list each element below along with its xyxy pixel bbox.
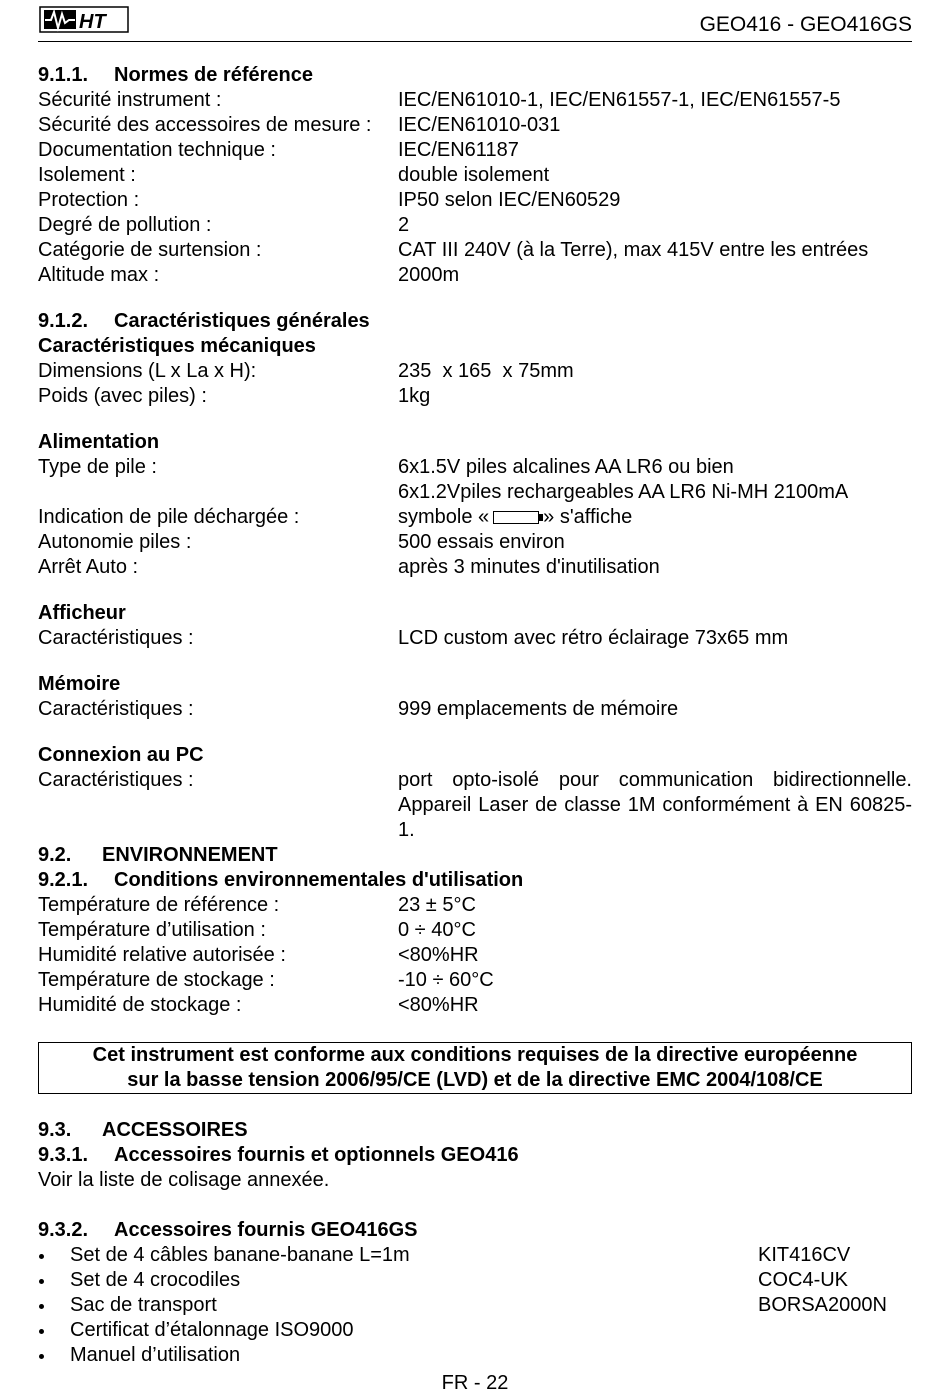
spec-value: LCD custom avec rétro éclairage 73x65 mm [398,627,789,649]
section-number: 9.3. [38,1119,72,1141]
spec-label: Caractéristiques : [38,769,194,791]
accessory-code [758,1343,912,1368]
ht-logo [39,6,129,33]
spec-value: IEC/EN61187 [398,139,519,161]
bullet-icon [38,1343,70,1368]
accessories-list [38,1243,912,1368]
spec-label: Humidité relative autorisée : [38,944,286,966]
section-title: Conditions environnementales d'utilisation [114,869,524,891]
subheading-pc-connection: Connexion au PC [38,744,204,766]
section-number: 9.1.2. [38,310,89,332]
accessory-name: Set de 4 câbles banane-banane L=1m [70,1244,410,1266]
document-id: GEO416 - GEO416GS [699,13,912,36]
subheading-power: Alimentation [38,431,160,453]
section-heading-9-3-2 [38,1218,912,1243]
spec-value [398,505,912,530]
spec-row [38,993,912,1018]
section-title: Accessoires fournis et optionnels GEO416 [114,1144,519,1166]
page-number: FR - 22 [441,1372,509,1394]
spec-label: Isolement : [38,164,136,186]
spec-row [38,213,912,238]
spec-row [38,238,912,263]
bullet-icon [38,1318,70,1343]
section-title: ENVIRONNEMENT [102,844,278,866]
spec-label: Documentation technique : [38,139,276,161]
spec-label: Sécurité instrument : [38,89,222,111]
spec-value: IP50 selon IEC/EN60529 [398,189,621,211]
low-battery-text-after: » s'affiche [543,506,633,528]
spec-value: 2 [398,214,410,236]
spec-row [38,918,912,943]
subheading-memory: Mémoire [38,673,121,695]
section-title: ACCESSOIRES [102,1119,248,1141]
spec-row [38,138,912,163]
section-title: Normes de référence [114,64,313,86]
spec-value: IEC/EN61010-031 [398,114,561,136]
spec-label: Indication de pile déchargée : [38,506,300,528]
section-heading-9-1-2 [38,309,912,334]
spec-row [38,697,912,722]
subheading-display: Afficheur [38,602,126,624]
spec-value: <80%HR [398,944,479,966]
accessory-code [758,1318,912,1343]
spec-value: 23 ± 5°C [398,894,476,916]
accessory-name: Set de 4 crocodiles [70,1269,241,1291]
spec-label: Autonomie piles : [38,531,192,553]
accessory-code: BORSA2000N [758,1294,887,1316]
spec-label: Protection : [38,189,140,211]
bullet-icon [38,1268,70,1293]
spec-value: CAT III 240V (à la Terre), max 415V entre les entrées [398,239,869,261]
section-number: 9.3.1. [38,1144,89,1166]
spec-value [398,455,912,505]
spec-row [38,505,912,530]
spec-label: Caractéristiques : [38,627,194,649]
accessory-code: COC4-UK [758,1269,849,1291]
spec-label: Degré de pollution : [38,214,212,236]
section-title: Accessoires fournis GEO416GS [114,1219,418,1241]
spec-row [38,359,912,384]
spec-value: 2000m [398,264,460,286]
spec-value: 999 emplacements de mémoire [398,698,679,720]
section-heading-9-3-1 [38,1143,912,1168]
spec-row [38,626,912,651]
spec-label: Caractéristiques : [38,698,194,720]
spec-row [38,893,912,918]
header-divider [38,41,912,42]
spec-value: après 3 minutes d'inutilisation [398,556,660,578]
section-heading-9-3 [38,1118,912,1143]
list-item [38,1318,912,1343]
spec-label: Arrêt Auto : [38,556,139,578]
section-number: 9.3.2. [38,1219,89,1241]
accessory-name: Manuel d’utilisation [70,1344,241,1366]
spec-row [38,968,912,993]
spec-label: Catégorie de surtension : [38,239,262,261]
notice-line: Cet instrument est conforme aux conditions requises de la directive européenne [92,1044,858,1066]
section-title: Caractéristiques générales [114,310,370,332]
paragraph: Voir la liste de colisage annexée. [38,1169,330,1191]
spec-value: 235 x 165 x 75mm [398,360,574,382]
spec-row [38,188,912,213]
spec-row [38,530,912,555]
spec-value: 1kg [398,385,431,407]
spec-row [38,555,912,580]
spec-row [38,768,912,843]
battery-type-line: 6x1.5V piles alcalines AA LR6 ou bien [398,456,734,478]
standards-list [38,88,912,288]
spec-value: -10 ÷ 60°C [398,969,494,991]
spec-row [38,88,912,113]
spec-label: Humidité de stockage : [38,994,242,1016]
spec-value: <80%HR [398,994,479,1016]
list-item [38,1343,912,1368]
section-heading-9-1-1 [38,63,912,88]
battery-icon [493,511,539,524]
bullet-icon [38,1243,70,1268]
compliance-notice [38,1042,912,1094]
spec-row [38,455,912,505]
spec-label: Type de pile : [38,456,157,478]
bullet-icon [38,1293,70,1318]
list-item [38,1243,912,1268]
spec-row [38,943,912,968]
spec-row [38,263,912,288]
section-number: 9.1.1. [38,64,89,86]
spec-label: Température de stockage : [38,969,275,991]
spec-value: double isolement [398,164,550,186]
logo-text: HT [79,11,106,33]
section-number: 9.2. [38,844,72,866]
subheading-mechanical: Caractéristiques mécaniques [38,335,316,357]
spec-label: Altitude max : [38,264,160,286]
spec-row [38,113,912,138]
spec-value: port opto-isolé pour communication bidirectionnelle. Appareil Laser de classe 1M conformément à EN 60825-1. [398,769,912,841]
section-number: 9.2.1. [38,869,89,891]
spec-row [38,163,912,188]
spec-row [38,384,912,409]
battery-type-line: 6x1.2Vpiles rechargeables AA LR6 Ni-MH 2100mA [398,481,849,503]
low-battery-text-before: symbole « [398,506,490,528]
spec-label: Poids (avec piles) : [38,385,207,407]
list-item [38,1293,912,1318]
page-content [38,63,912,1368]
accessory-name: Sac de transport [70,1294,217,1316]
spec-value: 500 essais environ [398,531,565,553]
section-heading-9-2-1 [38,868,912,893]
spec-label: Température de référence : [38,894,280,916]
notice-line: sur la basse tension 2006/95/CE (LVD) et de la directive EMC 2004/108/CE [127,1069,823,1091]
accessory-code: KIT416CV [758,1244,851,1266]
list-item [38,1268,912,1293]
accessory-name: Certificat d’étalonnage ISO9000 [70,1319,354,1341]
spec-label: Dimensions (L x La x H): [38,360,257,382]
spec-label: Sécurité des accessoires de mesure : [38,114,372,136]
spec-label: Température d’utilisation : [38,919,266,941]
section-heading-9-2 [38,843,912,868]
spec-value: 0 ÷ 40°C [398,919,476,941]
spec-value: IEC/EN61010-1, IEC/EN61557-1, IEC/EN61557-5 [398,89,841,111]
